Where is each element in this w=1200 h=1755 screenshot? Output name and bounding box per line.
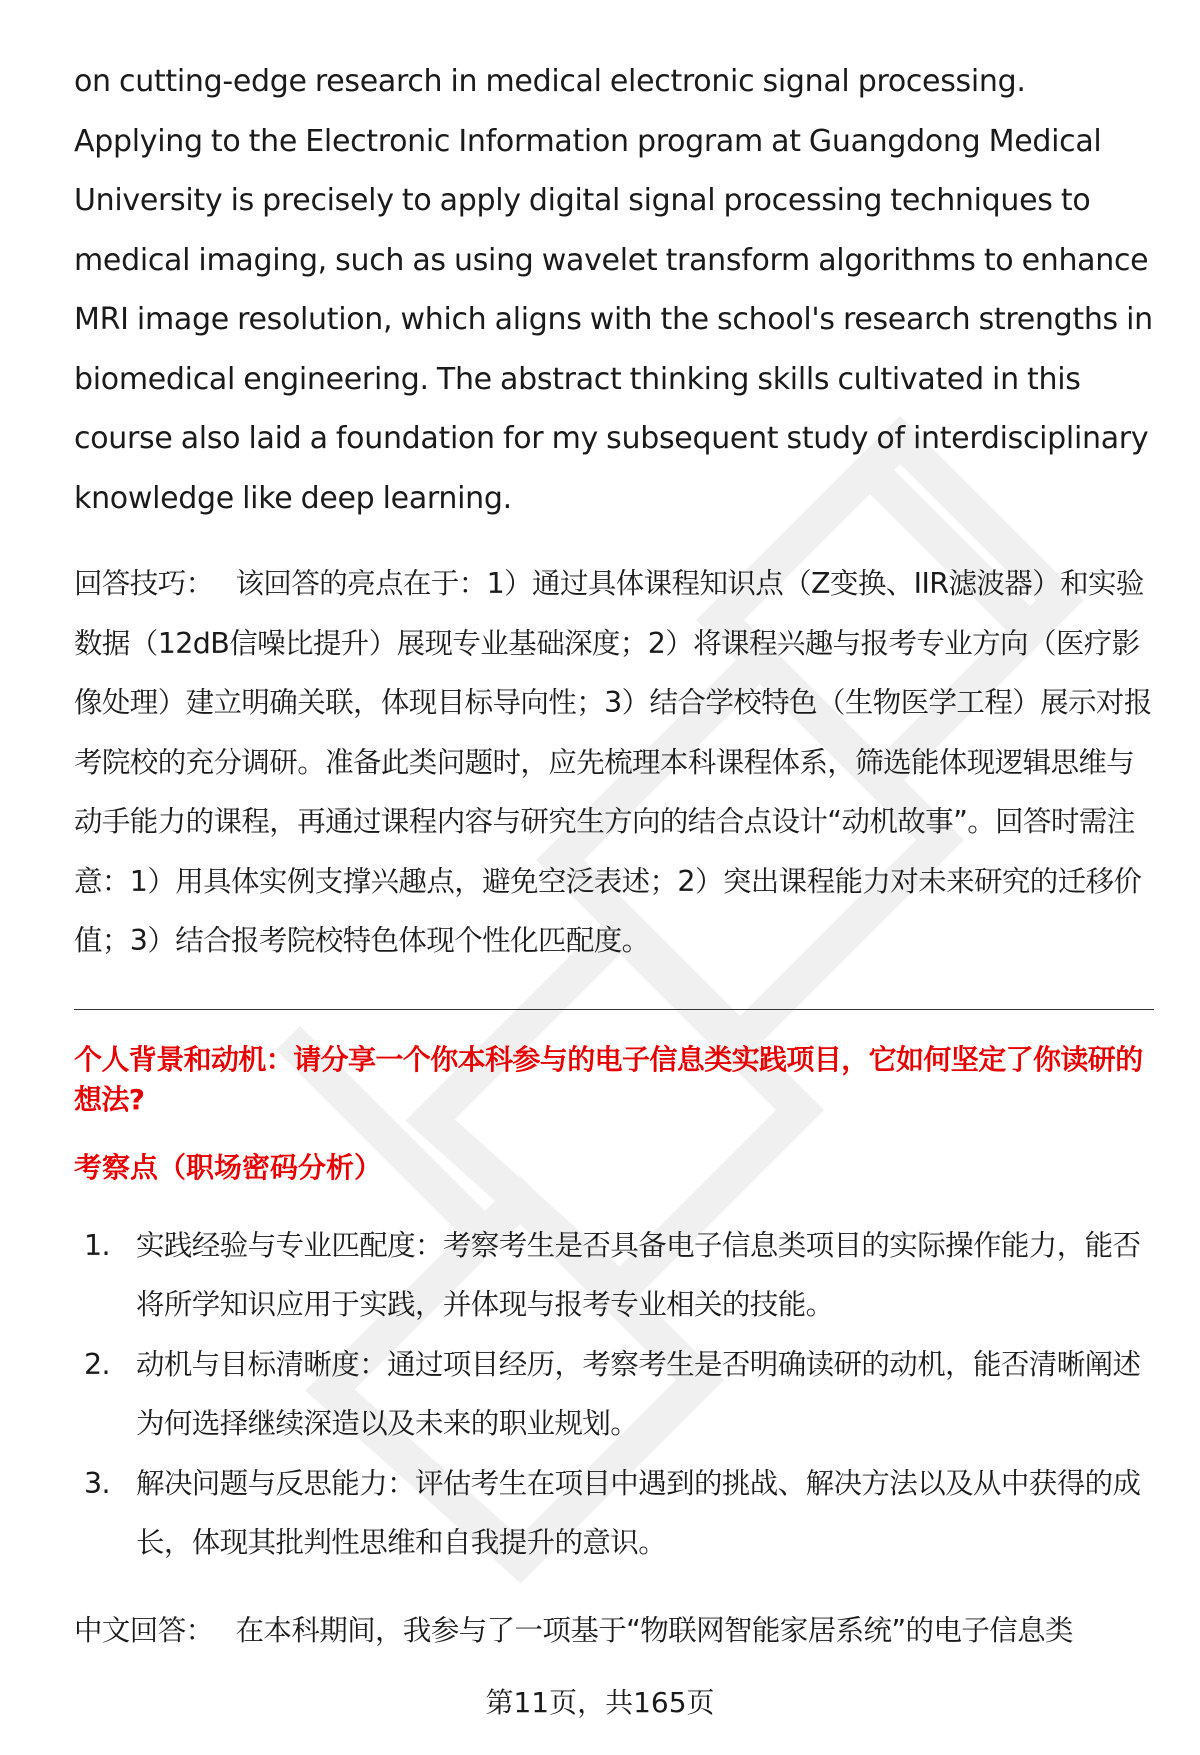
page-content (74, 52, 1154, 1660)
answer-label: 中文回答： (74, 1613, 214, 1647)
chinese-answer-paragraph (74, 1601, 1154, 1661)
list-item-number: 3. (84, 1466, 110, 1500)
list-item (74, 1454, 1154, 1573)
list-item (74, 1216, 1154, 1335)
question-heading: 个人背景和动机：请分享一个你本科参与的电子信息类实践项目，它如何坚定了你读研的想法? (74, 1042, 1143, 1116)
answer-tips-paragraph (74, 554, 1154, 971)
answer-text: 在本科期间，我参与了一项基于“物联网智能家居系统”的电子信息类 (235, 1613, 1073, 1647)
page-number: 第11页，共165页 (485, 1686, 715, 1719)
list-item (74, 1335, 1154, 1454)
focus-points-list (74, 1216, 1154, 1573)
list-item-text: 解决问题与反思能力：评估考生在项目中遇到的挑战、解决方法以及从中获得的成长，体现其批判性思维和自我提升的意识。 (136, 1466, 1141, 1559)
list-item-number: 1. (84, 1228, 110, 1262)
section-divider (74, 1009, 1154, 1010)
list-item-text: 实践经验与专业匹配度：考察考生是否具备电子信息类项目的实际操作能力，能否将所学知识应用于实践，并体现与报考专业相关的技能。 (136, 1228, 1141, 1321)
tips-text: 该回答的亮点在于：1）通过具体课程知识点（Z变换、IIR滤波器）和实验数据（12dB信噪比提升）展现专业基础深度；2）将课程兴趣与报考专业方向（医疗影像处理）建立明确关联，体现目标导向性；3）结合学校特色（生物医学工程）展示对报考院校的充分调研。准备此类问题时，应先梳理本科课程体系，筛选能体现逻辑思维与动手能力的课程，再通过课程内容与研究生方向的结合点设计“动机故事”。回答时需注意：1）用具体实例支撑兴趣点，避免空泛表述；2）突出课程能力对未来研究的迁移价值；3）结合报考院校特色体现个性化匹配度。 (74, 567, 1152, 957)
tips-label: 回答技巧： (74, 567, 214, 600)
english-paragraph: on cutting-edge research in medical electronic signal processing. Applying to the Electronic Information program at Guangdong Medical University is precisely to apply digital signal processing techniques to medical imaging, such as using wavelet transform algorithms to enhance MRI image resolution, which aligns with the school's research strengths in biomedical engineering. The abstract thinking skills cultivated in this course also laid a foundation for my subsequent study of interdisciplinary knowledge like deep learning. (74, 64, 1153, 516)
list-item-text: 动机与目标清晰度：通过项目经历，考察考生是否明确读研的动机，能否清晰阐述为何选择继续深造以及未来的职业规划。 (136, 1347, 1141, 1440)
focus-heading: 考察点（职场密码分析） (74, 1150, 383, 1184)
list-item-number: 2. (84, 1347, 110, 1381)
